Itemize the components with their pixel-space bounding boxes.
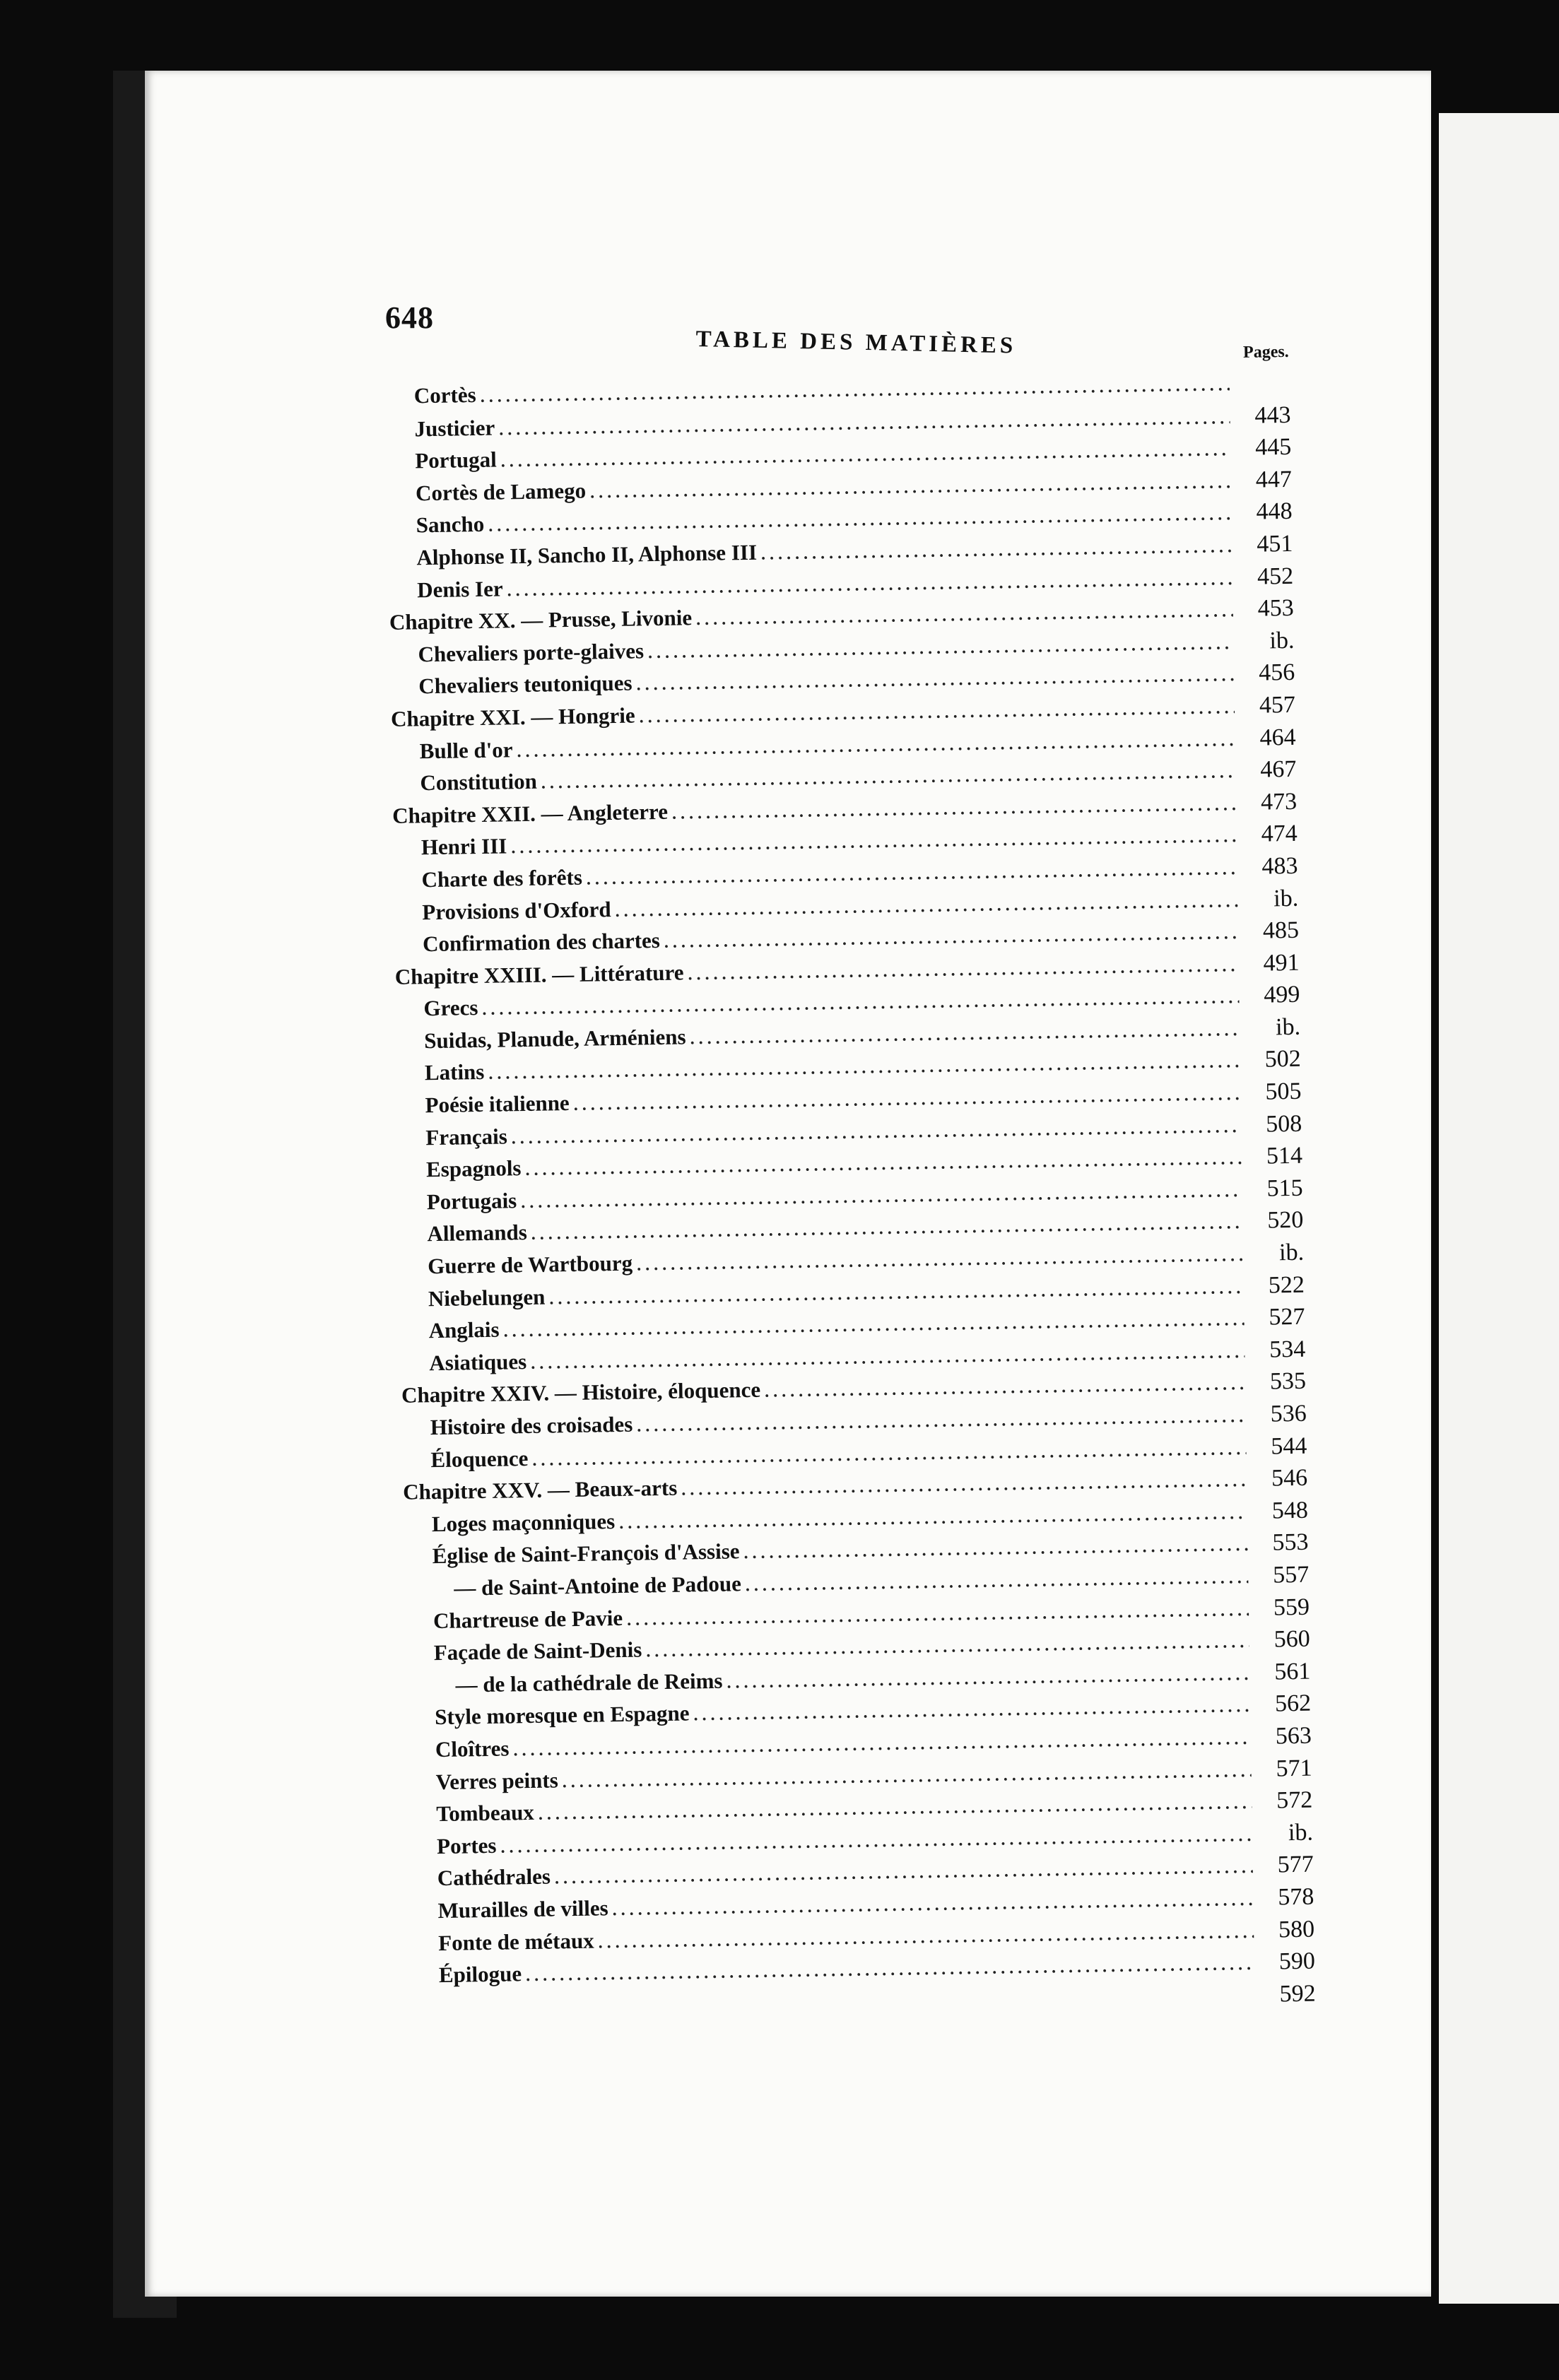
toc-entry-page: 536 — [1270, 1400, 1307, 1427]
toc-entry-label: Chapitre XXI. — Hongrie — [390, 702, 635, 731]
toc-entry-page: ib. — [1288, 1819, 1314, 1846]
pages-column-header: Pages. — [1242, 342, 1289, 362]
toc-entry-page: 571 — [1276, 1755, 1312, 1781]
toc-entry-page: 578 — [1278, 1883, 1314, 1911]
toc-entry-label: Épilogue — [438, 1961, 522, 1988]
toc-entry-page: 502 — [1264, 1046, 1302, 1073]
toc-entry-page: ib. — [1269, 627, 1295, 654]
toc-entry-label: Niebelungen — [428, 1284, 546, 1311]
toc-entry-label: Poésie italienne — [425, 1090, 570, 1118]
toc-entry-page: 572 — [1276, 1786, 1313, 1814]
toc-entry-page: 563 — [1275, 1722, 1312, 1750]
toc-entry-label: Cathédrales — [437, 1863, 551, 1891]
toc-entry-label: Fonte de métaux — [437, 1928, 594, 1955]
toc-entry-label: Constitution — [420, 768, 538, 796]
toc-entry-page: ib. — [1275, 1013, 1301, 1041]
toc-entry-label: Anglais — [428, 1316, 500, 1343]
toc-entry-label: Cortès de Lamego — [415, 478, 587, 506]
toc-entry-page: 443 — [1254, 401, 1291, 429]
toc-entry-label: Français — [425, 1124, 507, 1150]
toc-entry-label: Cloîtres — [435, 1736, 510, 1762]
toc-entry-label: Henri III — [420, 833, 507, 860]
toc-entry-page: 514 — [1266, 1143, 1303, 1170]
toc-entry-label: Latins — [424, 1059, 485, 1085]
toc-entry-label: Cortès — [413, 382, 476, 408]
toc-entry-label: Chapitre XXIV. — Histoire, éloquence — [401, 1377, 761, 1408]
toc-entry-page: 448 — [1256, 498, 1293, 526]
toc-entry-page: 456 — [1258, 659, 1295, 686]
toc-entry-page: 474 — [1261, 820, 1298, 847]
toc-entry-label: Tombeaux — [436, 1800, 535, 1827]
toc-entry-label: Verres peints — [435, 1767, 559, 1794]
toc-entry-page: 535 — [1269, 1368, 1307, 1395]
page-number: 648 — [385, 300, 434, 335]
toc-entry-page: 553 — [1272, 1529, 1309, 1556]
toc-entry-page: 562 — [1274, 1690, 1312, 1717]
toc-entry-label: Espagnols — [425, 1155, 522, 1182]
toc-entry-label: Chapitre XXV. — Beaux-arts — [402, 1475, 678, 1504]
toc-entry-label: Grecs — [423, 995, 478, 1021]
toc-entry-label: Chapitre XX. — Prusse, Livonie — [389, 605, 693, 635]
toc-entry-page: 520 — [1267, 1207, 1304, 1234]
toc-entry-page: 505 — [1265, 1078, 1302, 1105]
toc-entry-label: — de Saint-Antoine de Padoue — [454, 1571, 742, 1601]
toc-entry-label: Alphonse II, Sancho II, Alphonse III — [416, 539, 758, 570]
toc-entry-page: 485 — [1262, 917, 1300, 944]
toc-entry-label: Justicier — [414, 415, 495, 441]
toc-entry-label: Chapitre XXII. — Angleterre — [392, 799, 669, 828]
toc-entry-page: 508 — [1265, 1110, 1302, 1138]
toc-entry-label: Style moresque en Espagne — [434, 1700, 690, 1730]
toc-entry-page: 544 — [1271, 1432, 1307, 1460]
toc-entry-label: Asiatiques — [429, 1348, 527, 1376]
toc-entry-label: Loges maçonniques — [431, 1508, 616, 1536]
toc-entry-label: Chartreuse de Pavie — [433, 1605, 623, 1633]
toc-entry-label: Allemands — [427, 1220, 528, 1247]
toc-entry-page: 473 — [1260, 788, 1298, 815]
toc-entry-label: Portugal — [415, 447, 497, 473]
toc-entry-page: 452 — [1257, 562, 1294, 590]
toc-entry-label: Sancho — [416, 512, 485, 538]
toc-entry-label: Histoire des croisades — [430, 1411, 633, 1440]
toc-entry-page: 527 — [1269, 1303, 1305, 1331]
toc-entry-label: Éloquence — [430, 1445, 529, 1472]
toc-entry-label: Bulle d'or — [419, 736, 513, 763]
toc-entry-page: 560 — [1273, 1625, 1310, 1653]
toc-entry-label: Guerre de Wartbourg — [427, 1250, 633, 1279]
toc-entry-page: 580 — [1278, 1916, 1315, 1943]
toc-entry-page: 548 — [1271, 1497, 1309, 1524]
toc-entry-label: Chevaliers porte-glaives — [418, 638, 645, 667]
toc-entry-page: ib. — [1278, 1239, 1305, 1266]
toc-entry-page: 451 — [1257, 530, 1293, 558]
toc-entry-page: 557 — [1272, 1561, 1310, 1589]
toc-entry-label: Église de Saint-François d'Assise — [432, 1538, 740, 1569]
toc-entry-page: 561 — [1274, 1658, 1311, 1685]
toc-entry-page: 577 — [1277, 1851, 1314, 1878]
toc-entry-label: Chevaliers teutoniques — [418, 670, 633, 699]
toc-entry-page: 464 — [1259, 724, 1296, 751]
toc-entry-page: 467 — [1260, 755, 1297, 783]
toc-entry-page: 590 — [1278, 1948, 1316, 1975]
toc-entry-page: 592 — [1279, 1980, 1316, 2008]
toc-entry-page: 445 — [1254, 434, 1292, 461]
toc-entry-label: — de la cathédrale de Reims — [455, 1668, 723, 1697]
toc-entry-label: Provisions d'Oxford — [422, 896, 611, 924]
toc-entry-page: 447 — [1255, 466, 1293, 493]
toc-entry-label: Chapitre XXIII. — Littérature — [394, 960, 684, 989]
toc-entry-page: 546 — [1271, 1464, 1308, 1492]
toc-list — [386, 370, 1316, 2027]
toc-entry-page: 491 — [1263, 949, 1300, 977]
toc-entry-page: 457 — [1259, 691, 1296, 719]
toc-entry-page: 534 — [1269, 1336, 1306, 1363]
toc-entry-label: Suidas, Planude, Arméniens — [423, 1024, 686, 1054]
toc-entry-label: Murailles de villes — [437, 1895, 608, 1924]
toc-entry-page: 483 — [1261, 852, 1298, 880]
toc-entry-page: 522 — [1268, 1271, 1305, 1299]
toc-entry-label: Charte des forêts — [421, 864, 583, 892]
toc-entry-label: Denis Ier — [416, 575, 503, 602]
page-title: TABLE DES MATIÈRES — [695, 326, 1017, 359]
toc-entry-label: Façade de Saint-Denis — [433, 1637, 642, 1666]
toc-entry-page: ib. — [1273, 885, 1299, 912]
toc-entry-page — [1234, 389, 1290, 390]
toc-entry-label: Confirmation des chartes — [422, 928, 661, 957]
toc-entry-page: 515 — [1266, 1174, 1303, 1202]
toc-entry-page: 453 — [1257, 595, 1295, 622]
toc-entry-label: Portugais — [426, 1188, 517, 1215]
toc-entry-label: Portes — [436, 1832, 497, 1858]
toc-entry-page: 499 — [1264, 982, 1300, 1008]
facing-page-edge — [1439, 113, 1559, 2304]
leader-dots — [761, 532, 1233, 565]
toc-entry-page: 559 — [1273, 1593, 1310, 1621]
